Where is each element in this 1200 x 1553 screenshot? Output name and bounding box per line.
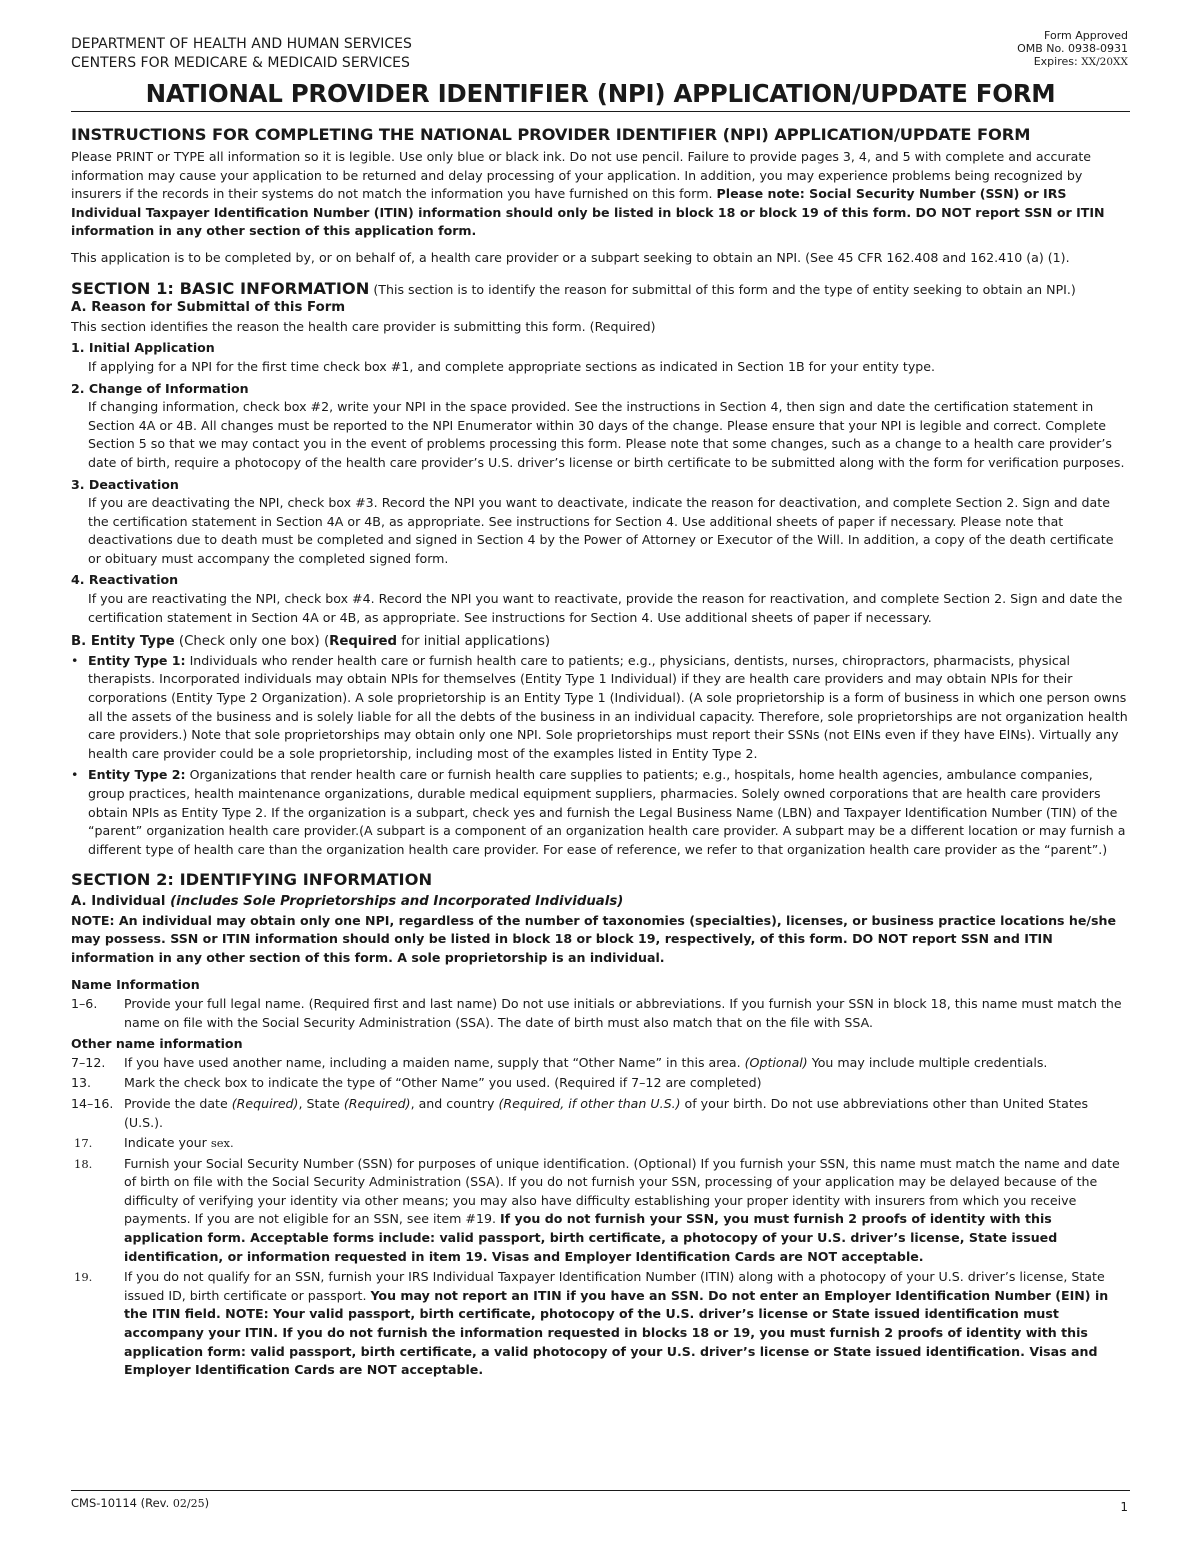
title-divider [71, 111, 1130, 112]
section-1b-heading [71, 633, 1130, 652]
reason-2-heading: 2. Change of Information [71, 380, 249, 396]
expires-label: Expires: [1033, 55, 1078, 68]
item-14-16-required-2: (Required) [343, 1095, 411, 1111]
item-17-text-b: sex. [210, 1136, 234, 1151]
section-1a-description: This section identifies the reason the health care provider is submitting this form. (Required) [71, 318, 656, 334]
reason-1-text: If applying for a NPI for the first time check box #1, and complete appropriate sections as indicated in Section 1B for your entity type. [88, 358, 936, 374]
entity-type-1-text: Individuals who render health care or furnish health care to patients; e.g., physicians, dentists, nurses, chiropractors, pharmacists, physical therapists. Incorporated individuals may obtain NPIs for themselves (Entity Type 1 Individual) if they are health care providers and may obtain NPIs for their corporations (Entity Type 2 Organization). A sole proprietorship is an Entity Type 1 (Individual). (A sole proprietorship is a form of business in which one person owns all the assets of the business and is solely liable for all the debts of the business in an individual capacity. Therefore, sole proprietorships are not organization health care providers.) Note that sole proprietorships may obtain only one NPI. Sole proprietorships must report their SSNs (not EINs even if they have EINs). Virtually any health care provider could be a sole proprietorship, including most of the examples listed in Entity Type 2. [88, 652, 1128, 761]
item-14-16-text-c: , and country [410, 1095, 499, 1111]
item-19-number: 19. [74, 1270, 93, 1285]
page-header [71, 29, 1130, 75]
reason-2-text: If changing information, check box #2, write your NPI in the space provided. See the instructions in Section 4, then sign and date the certification statement in Section 4A or 4B. All changes must be reported to the NPI Enumerator within 30 days of the change. Please ensure that your NPI is legible and correct. Complete Section 5 so that we may contact you in the event of problems processing this form. Please note that some changes, such as a change to a health care provider’s date of birth, require a photocopy of the health care provider’s U.S. driver’s license or birth certificate to be submitted along with the form for verification purposes. [88, 399, 1125, 470]
reason-3-text: If you are deactivating the NPI, check box #3. Record the NPI you want to deactivate, indicate the reason for deactivation, and complete Section 2. Sign and date the certification statement in Section 4A or 4B, as appropriate. See instructions for Section 4. Use additional sheets of paper if necessary. Please note that deactivations due to death must be completed and signed in Section 4 by the Power of Attorney or Executor of the Will. In addition, a copy of the death certificate or obituary must accompany the completed signed form. [88, 495, 1114, 566]
item-14-16-required-1: (Required) [231, 1095, 299, 1111]
item-19-text-bold: You may not report an ITIN if you have an SSN. Do not enter an Employer Identification Number (EIN) in the ITIN field. NOTE: Your valid passport, birth certificate, photocopy of the U.S. driver’s license or State issued identification must accompany your ITIN. If you do not furnish the information requested in blocks 18 or 19, you must furnish 2 proofs of identity with this application form: valid passport, birth certificate, a valid photocopy of your U.S. driver’s license or State issued identification. Visas and Employer Identification Cards are NOT acceptable. [124, 1287, 1109, 1378]
form-title: NATIONAL PROVIDER IDENTIFIER (NPI) APPLICATION/UPDATE FORM [145, 79, 1056, 108]
section-1b-required: Required [329, 634, 398, 650]
reason-4-text: If you are reactivating the NPI, check box #4. Record the NPI you want to reactivate, provide the reason for reactivation, and complete Section 2. Sign and date the certification statement in Section 4A or 4B, as appropriate. See instructions for Section 4. Use additional sheets of paper if necessary. [88, 591, 1123, 625]
item-1-6-number: 1–6. [71, 995, 98, 1011]
entity-type-list [71, 652, 1130, 860]
item-19-text-plain: If you do not qualify for an SSN, furnish your IRS Individual Taxpayer Identification Number (ITIN) along with a photocopy of your U.S. driver’s license, State issued ID, birth certificate or passport. [124, 1269, 1105, 1303]
entity-type-1-label: Entity Type 1: [88, 652, 186, 668]
item-7-12 [71, 1054, 1130, 1073]
item-18-number: 18. [74, 1156, 93, 1171]
form-id-label: CMS-10114 (Rev. [71, 1496, 173, 1510]
form-instructions-body [71, 124, 1130, 1380]
footer-divider [71, 1490, 1130, 1491]
section-2a-heading [71, 893, 1130, 912]
department-line-1: DEPARTMENT OF HEALTH AND HUMAN SERVICES [71, 36, 412, 52]
revision-date: 02/25 [172, 1497, 205, 1510]
item-18-text-plain: Furnish your Social Security Number (SSN) for purposes of unique identification. (Optional) If you furnish your SSN, this name must match the name and date of birth on file with the Social Security Administration (SSA). If you do not furnish your SSN, processing of your application may be delayed because of the difficulty of verifying your identity via other means; you may also have difficulty establishing your proper identity with insurers from which you receive payments. If you are not eligible for an SSN, see item #19. [124, 1155, 1120, 1227]
item-14-16-text-a: Provide the date [124, 1095, 232, 1111]
section-1b-check-note: (Check only one box) ( [178, 634, 330, 650]
item-14-16-required-3: (Required, if other than U.S.) [498, 1095, 681, 1111]
item-13-text: Mark the check box to indicate the type of “Other Name” you used. (Required if 7–12 are completed) [124, 1075, 762, 1091]
page-number: 1 [1120, 1500, 1128, 1514]
instructions-heading: INSTRUCTIONS FOR COMPLETING THE NATIONAL PROVIDER IDENTIFIER (NPI) APPLICATION/UPDATE FORM [71, 125, 1031, 144]
entity-type-2-text: Organizations that render health care or furnish health care supplies to patients; e.g., hospitals, home health agencies, ambulance companies, group practices, health maintenance organizations, durable medical equipment suppliers, pharmacies. Solely owned corporations that are health care providers obtain NPIs as Entity Type 2. If the organization is a subpart, check yes and furnish the Legal Business Name (LBN) and Taxpayer Identification Number (TIN) of the “parent” organization health care provider.(A subpart is a component of an organization health care provider. A subpart may be a different location or may furnish a different type of health care than the organization health care provider. For ease of reference, we refer to that organization health care provider as the “parent”.) [88, 767, 1126, 857]
item-17 [71, 1134, 1130, 1153]
instructions-ssn-note: Please note: Social Security Number (SSN) or IRS Individual Taxpayer Identification Number (ITIN) information should only be listed in block 18 or block 19 of this form. DO NOT report SSN or ITIN information in any other section of this application form. [71, 186, 1105, 239]
item-17-text [124, 1134, 1130, 1153]
item-18-text [124, 1155, 1130, 1267]
entity-type-2-label: Entity Type 2: [88, 767, 186, 783]
reason-1-heading: 1. Initial Application [71, 340, 215, 356]
department-name [71, 35, 412, 73]
item-14-16-text-d: of your birth. Do not use abbreviations other than United States (U.S.). [124, 1095, 1089, 1130]
omb-number: OMB No. 0938-0931 [1017, 42, 1128, 55]
entity-type-1-item [71, 652, 1130, 764]
section-2a-note: NOTE: An individual may obtain only one NPI, regardless of the number of taxonomies (specialties), licenses, or business practice locations he/she may possess. SSN or ITIN information should only be listed in block 18 or block 19, respectively, of this form. DO NOT report SSN and ITIN information in any other section of this form. A sole proprietorship is an individual. [71, 912, 1117, 965]
item-14-16-text [124, 1095, 1130, 1132]
entity-type-2-item [71, 766, 1130, 859]
reason-3-heading: 3. Deactivation [71, 476, 179, 492]
section-2a-subtitle: (includes Sole Proprietorships and Incorporated Individuals) [170, 893, 624, 909]
section-1-subtitle: (This section is to identify the reason for submittal of this form and the type of entity seeking to obtain an NPI.) [373, 281, 1076, 297]
instructions-paragraph-1 [71, 148, 1130, 241]
instructions-text: Please PRINT or TYPE all information so it is legible. Use only blue or black ink. Do not use pencil. Failure to provide pages 3, 4, and 5 with complete and accurate information may cause your application to be returned and delay processing of your application. In addition, you may experience problems being recognized by insurers if the records in their systems do not match the information you have furnished on this form. [71, 149, 1092, 202]
section-1b-tail: for initial applications) [397, 634, 551, 650]
item-19-text [124, 1268, 1130, 1380]
item-7-12-text-a: If you have used another name, including a maiden name, supply that “Other Name” in this area. [124, 1054, 741, 1070]
item-14-16-number: 14–16. [71, 1095, 114, 1111]
item-13-number: 13. [71, 1075, 92, 1091]
expires-value: XX/20XX [1081, 56, 1128, 68]
item-17-number: 17. [74, 1136, 93, 1151]
form-id-close: ) [204, 1496, 210, 1510]
reason-4-heading: 4. Reactivation [71, 572, 179, 588]
name-information-title: Name Information [71, 977, 200, 993]
section-1-heading [71, 280, 1130, 300]
item-7-12-number: 7–12. [71, 1054, 106, 1070]
section-1b-title: B. Entity Type [71, 634, 175, 650]
item-17-text-a: Indicate your [124, 1135, 211, 1151]
form-approved-label: Form Approved [1044, 29, 1128, 42]
item-18 [71, 1155, 1130, 1267]
instructions-paragraph-2: This application is to be completed by, or on behalf of, a health care provider or a subpart seeking to obtain an NPI. (See 45 CFR 162.408 and 162.410 (a) (1). [71, 249, 1070, 265]
item-1-6 [71, 995, 1130, 1032]
item-1-6-text: Provide your full legal name. (Required first and last name) Do not use initials or abbreviations. If you furnish your SSN in block 18, this name must match the name on file with the Social Security Administration (SSA). The date of birth must also match that on the file with SSA. [124, 995, 1122, 1030]
item-7-12-text [124, 1054, 1130, 1073]
expiration-line [1017, 55, 1128, 69]
section-2-title: SECTION 2: IDENTIFYING INFORMATION [71, 870, 433, 890]
item-14-16 [71, 1095, 1130, 1132]
submittal-reasons-list [71, 339, 1130, 627]
item-18-text-bold: If you do not furnish your SSN, you must furnish 2 proofs of identity with this application form. Acceptable forms include: valid passport, birth certificate, a photocopy of your U.S. driver’s license, State issued identification, or information requested in item 19. Visas and Employer Identification Cards are NOT acceptable. [124, 1211, 1058, 1264]
department-line-2: CENTERS FOR MEDICARE & MEDICAID SERVICES [71, 55, 410, 71]
item-7-12-optional: (Optional) [744, 1054, 808, 1070]
section-2a-title: A. Individual [71, 893, 166, 909]
omb-approval-block [1017, 29, 1128, 69]
item-7-12-text-b: You may include multiple credentials. [807, 1054, 1048, 1070]
item-14-16-text-b: , State [298, 1095, 344, 1111]
form-id [71, 1496, 209, 1510]
section-1a-title: A. Reason for Submittal of this Form [71, 300, 346, 316]
other-name-title: Other name information [71, 1036, 243, 1052]
item-13 [71, 1074, 1130, 1093]
item-19 [71, 1268, 1130, 1380]
section-1-title: SECTION 1: BASIC INFORMATION [71, 278, 370, 298]
